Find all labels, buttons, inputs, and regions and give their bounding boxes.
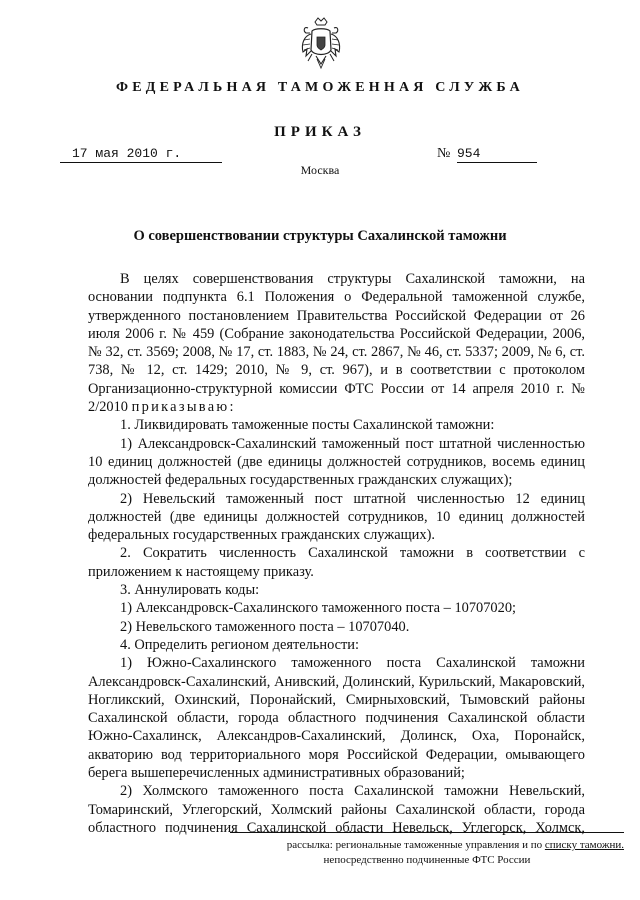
issue-city: Москва [300, 163, 340, 177]
clause-3-2: 2) Невельского таможенного поста – 10707040. [120, 618, 410, 635]
clause-1-2: 2) Невельский таможенный пост штатной численностью 12 единиц должностей (две единицы должностей сотрудников, 10 единиц должностей федеральных государственных гражданских служащих). [88, 490, 585, 544]
clause-2: 2. Сократить численность Сахалинской таможни в соответствии с приложением к настоящему приказу. [88, 545, 585, 580]
distribution-line-2: непосредственно подчиненные ФТС России [323, 854, 531, 866]
clause-4-2: 2) Холмского таможенного поста Сахалинской таможни Невельский, Томаринский, Углегорский, Холмский районы Сахалинской области, города областного подчинения Сахалинской области Невельск, Углегорск, Холмск, [88, 783, 585, 836]
clause-1-1: 1) Александровск-Сахалинский таможенный пост штатной численностью 10 единиц должностей (две единицы должностей сотрудников, восемь единиц должностей федеральных государственных гражданских служащих); [88, 435, 585, 489]
clause-4: 4. Определить регионом деятельности: [120, 636, 360, 653]
intro-paragraph [88, 270, 585, 416]
order-body [88, 270, 585, 837]
distribution-note [230, 838, 624, 868]
order-date: 17 мая 2010 г. [60, 146, 222, 163]
footer-divider [230, 832, 624, 833]
number-sign: № [437, 146, 451, 161]
distribution-text: рассылка: региональные таможенные управления и по [286, 839, 543, 851]
agency-name: ФЕДЕРАЛЬНАЯ ТАМОЖЕННАЯ СЛУЖБА [116, 80, 524, 95]
state-emblem-icon [298, 16, 344, 72]
distribution-list-link: списку таможни. [544, 839, 624, 851]
clause-3-1: 1) Александровск-Сахалинского таможенного поста – 10707020; [120, 600, 517, 617]
order-verb: приказываю: [131, 399, 236, 416]
clause-4-1: 1) Южно-Сахалинского таможенного поста Сахалинской таможни Александровск-Сахалинский, Анивский, Долинский, Курильский, Макаровский, Ногликский, Охинский, Поронайский, Смирныховский, Тымовский районы Сахалинской области, города областного подчинения Сахалинской области Южно-Сахалинск, Александров-Сахалинский, Долинск, Оха, Поронайск, акваторию вод территориального моря Российской Федерации, омывающего берега вышеперечисленных административных образований; [88, 655, 585, 782]
distribution-line-1 [230, 838, 624, 853]
order-number: 954 [457, 146, 537, 163]
clause-1: 1. Ликвидировать таможенные посты Сахалинской таможни: [120, 417, 495, 434]
order-subject: О совершенствовании структуры Сахалинской таможни [133, 228, 507, 244]
intro-text: В целях совершенствования структуры Сахалинской таможни, на основании подпункта 6.1 Положения о Федеральной таможенной службе, утвержденного постановлением Правительства Российской Федерации от 26 июля 2006 г. № 459 (Собрание законодательства Российской Федерации, 2006, № 32, ст. 3569; 2008, № 17, ст. 1883, № 24, ст. 2867, № 46, ст. 5337; 2009, № 6, ст. 738, № 12, ст. 1429; 2010, № 9, ст. 967), и в соответствии с протоколом Организационно-структурной комиссии ФТС России от 14 апреля 2010 г. № 2/2010 [88, 271, 585, 416]
clause-3: 3. Аннулировать коды: [120, 582, 260, 599]
document-type-title: ПРИКАЗ [274, 124, 366, 140]
